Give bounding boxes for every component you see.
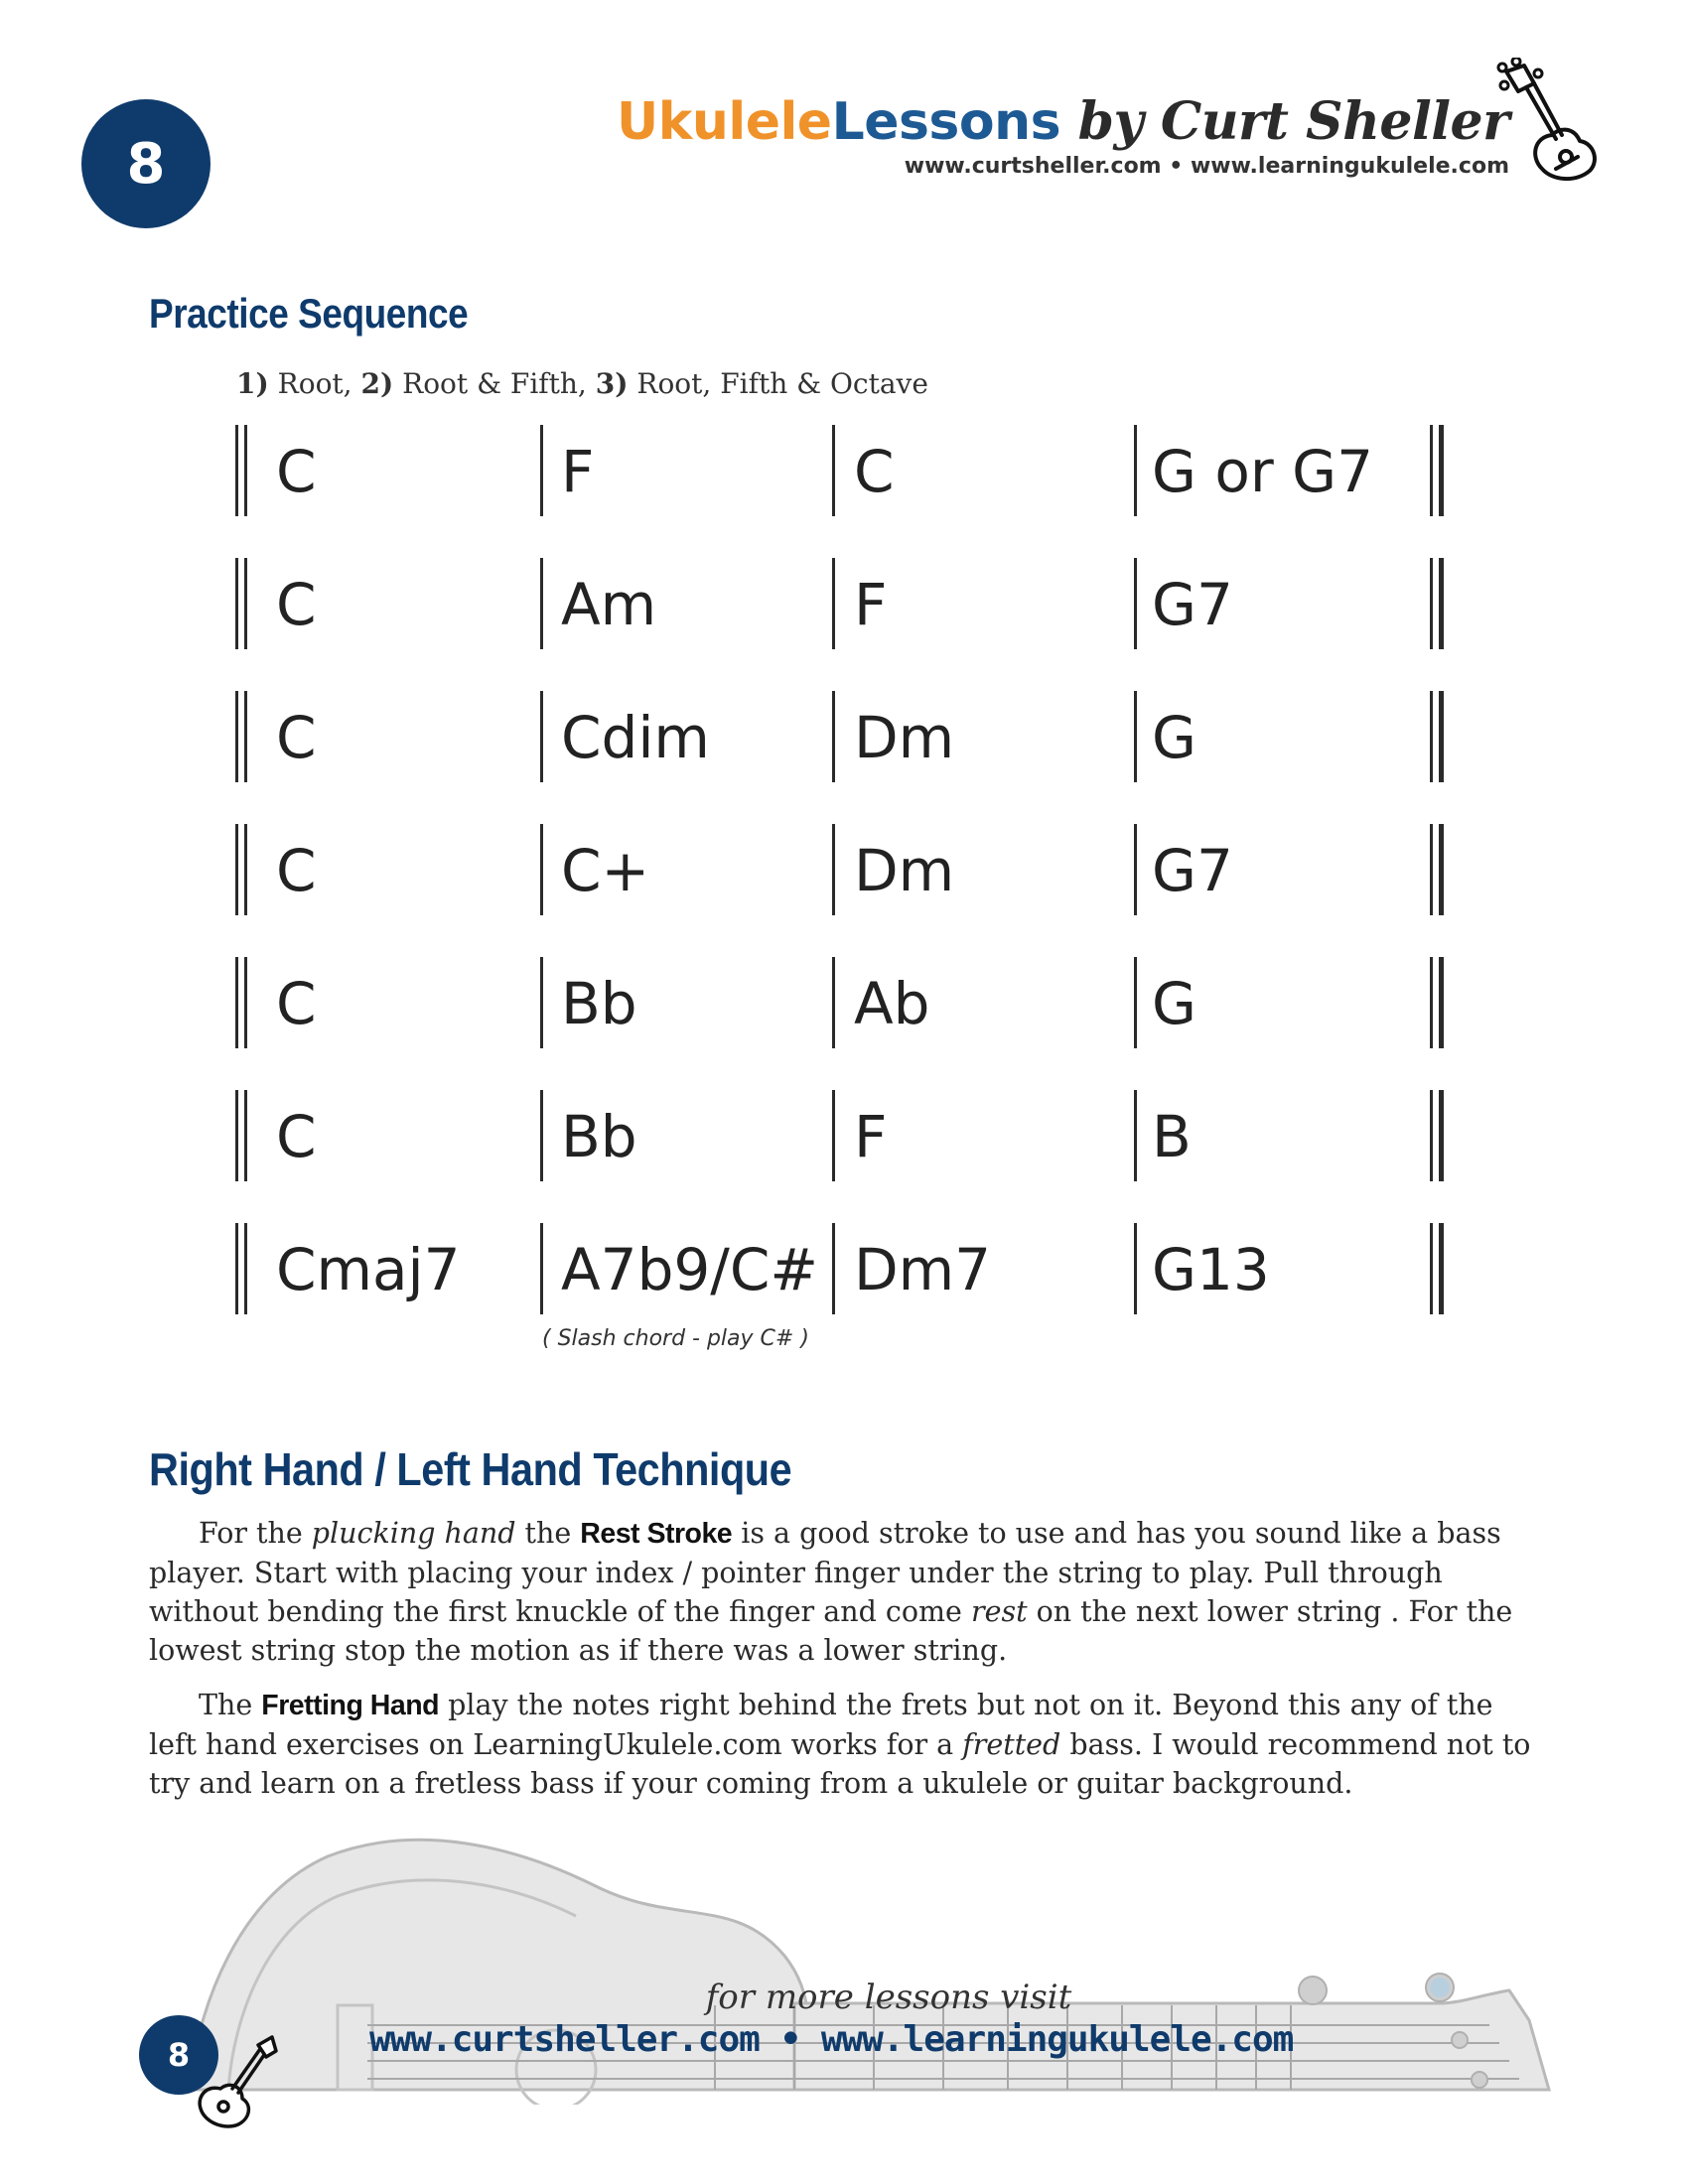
p1-text-e: is a good stroke to use and has you sound like a bass player. Start with placing your index / pointer finger under the string to play. Pull through without bending the first knuckle of the finger and come: [149, 1517, 1501, 1628]
closing-barline: [1439, 691, 1444, 782]
step-2-number: 2): [360, 367, 394, 400]
closing-barline: [1439, 957, 1444, 1048]
p1-text-a: For the: [199, 1517, 312, 1550]
chord-symbol: Dm: [854, 704, 955, 771]
opening-barline: [235, 1090, 238, 1181]
closing-barline: [1439, 1223, 1444, 1314]
closing-barline: [1439, 558, 1444, 649]
chord-symbol: C: [276, 438, 317, 505]
chord-symbol: Cdim: [561, 704, 710, 771]
opening-barline: [235, 558, 238, 649]
brand-ukulele: Ukulele: [617, 92, 832, 152]
measure-barline: [1134, 957, 1137, 1048]
closing-barline: [1439, 425, 1444, 516]
chord-symbol: G: [1152, 970, 1196, 1037]
p2-text-e: bass. I would recommend not to try and learn on a fretless bass if your coming from a ukulele or guitar background.: [149, 1728, 1531, 1800]
measure-barline: [540, 824, 543, 915]
opening-barline: [244, 425, 247, 516]
chord-symbol: C+: [561, 837, 650, 904]
chord-symbol: G7: [1152, 571, 1233, 638]
measure-barline: [1134, 1223, 1137, 1314]
measure-barline: [832, 425, 835, 516]
closing-barline: [1430, 824, 1433, 915]
p2-text-a: The: [199, 1689, 262, 1721]
chord-symbol: Dm7: [854, 1236, 992, 1303]
chord-symbol: C: [854, 438, 895, 505]
footer-lead-text: [0, 1978, 1688, 2017]
measure-barline: [540, 1223, 543, 1314]
opening-barline: [244, 558, 247, 649]
measure-barline: [540, 425, 543, 516]
chord-symbol: Dm: [854, 837, 955, 904]
closing-barline: [1430, 957, 1433, 1048]
measure-barline: [1134, 425, 1137, 516]
brand-lessons: Lessons: [831, 92, 1061, 152]
p2-italic-fretted: fretted: [962, 1728, 1061, 1761]
brand-author: by Curt Sheller: [1060, 91, 1509, 152]
footer-lead-label: for more lessons visit: [705, 1978, 1072, 2017]
closing-barline: [1430, 1090, 1433, 1181]
opening-barline: [235, 1223, 238, 1314]
closing-barline: [1430, 425, 1433, 516]
opening-barline: [235, 824, 238, 915]
measure-barline: [540, 558, 543, 649]
fretting-hand-paragraph: [149, 1686, 1549, 1803]
chord-symbol: B: [1152, 1103, 1192, 1170]
p1-italic-plucking-hand: plucking hand: [311, 1517, 516, 1550]
chord-symbol: G: [1152, 704, 1196, 771]
chord-symbol: C: [276, 1103, 317, 1170]
measure-barline: [832, 691, 835, 782]
practice-sequence-heading: Practice Sequence: [149, 290, 469, 337]
measure-barline: [540, 957, 543, 1048]
opening-barline: [244, 1223, 247, 1314]
measure-barline: [832, 558, 835, 649]
step-3-number: 3): [595, 367, 629, 400]
chord-symbol: C: [276, 571, 317, 638]
step-1-text: Root,: [268, 367, 361, 400]
measure-barline: [1134, 558, 1137, 649]
opening-barline: [244, 957, 247, 1048]
footer-page-number-badge: 8: [139, 2015, 218, 2095]
step-1-number: 1): [236, 367, 269, 400]
footer-urls: www.curtsheller.com • www.learningukulele.com: [369, 2019, 1294, 2060]
opening-barline: [244, 1090, 247, 1181]
p2-keyword-fretting-hand: Fretting Hand: [261, 1690, 440, 1721]
measure-barline: [832, 1223, 835, 1314]
measure-barline: [832, 957, 835, 1048]
opening-barline: [235, 425, 238, 516]
technique-heading: Right Hand / Left Hand Technique: [149, 1443, 792, 1495]
p2-text-c: play the notes right behind the frets but not on it. Beyond this any of the left hand exercises on LearningUkulele.com works for a: [149, 1689, 1493, 1761]
measure-barline: [1134, 824, 1137, 915]
closing-barline: [1430, 691, 1433, 782]
plucking-hand-paragraph: [149, 1514, 1549, 1670]
opening-barline: [244, 691, 247, 782]
p1-italic-rest: rest: [970, 1595, 1028, 1628]
chord-symbol: C: [276, 837, 317, 904]
chord-symbol: A7b9/C#: [561, 1236, 818, 1303]
measure-barline: [1134, 691, 1137, 782]
header-urls: www.curtsheller.com • www.learningukulele.com: [904, 154, 1509, 179]
chord-symbol: C: [276, 970, 317, 1037]
chord-symbol: C: [276, 704, 317, 771]
p1-text-c: the: [515, 1517, 581, 1550]
chord-symbol: F: [854, 1103, 888, 1170]
chord-symbol: Bb: [561, 970, 637, 1037]
chord-symbol: Ab: [854, 970, 930, 1037]
step-2-text: Root & Fifth,: [393, 367, 596, 400]
step-3-text: Root, Fifth & Octave: [628, 367, 928, 400]
closing-barline: [1430, 1223, 1433, 1314]
page-number-badge: 8: [81, 99, 211, 228]
measure-barline: [1134, 1090, 1137, 1181]
chord-symbol: Bb: [561, 1103, 637, 1170]
footer-ukulele-icon: [169, 2027, 278, 2136]
chord-symbol: Cmaj7: [276, 1236, 461, 1303]
opening-barline: [235, 957, 238, 1048]
p1-text-g: on the next lower string . For the lowest string stop the motion as if there was a lower string.: [149, 1595, 1513, 1667]
slash-chord-note: ( Slash chord - play C# ): [542, 1326, 809, 1351]
chord-symbol: Am: [561, 571, 657, 638]
measure-barline: [832, 824, 835, 915]
closing-barline: [1430, 558, 1433, 649]
measure-barline: [540, 1090, 543, 1181]
opening-barline: [244, 824, 247, 915]
opening-barline: [235, 691, 238, 782]
p1-keyword-rest-stroke: Rest Stroke: [580, 1518, 733, 1550]
measure-barline: [540, 691, 543, 782]
chord-symbol: F: [561, 438, 595, 505]
chord-symbol: F: [854, 571, 888, 638]
chord-symbol: G7: [1152, 837, 1233, 904]
measure-barline: [832, 1090, 835, 1181]
closing-barline: [1439, 1090, 1444, 1181]
closing-barline: [1439, 824, 1444, 915]
chord-symbol: G or G7: [1152, 438, 1373, 505]
chord-symbol: G13: [1152, 1236, 1270, 1303]
